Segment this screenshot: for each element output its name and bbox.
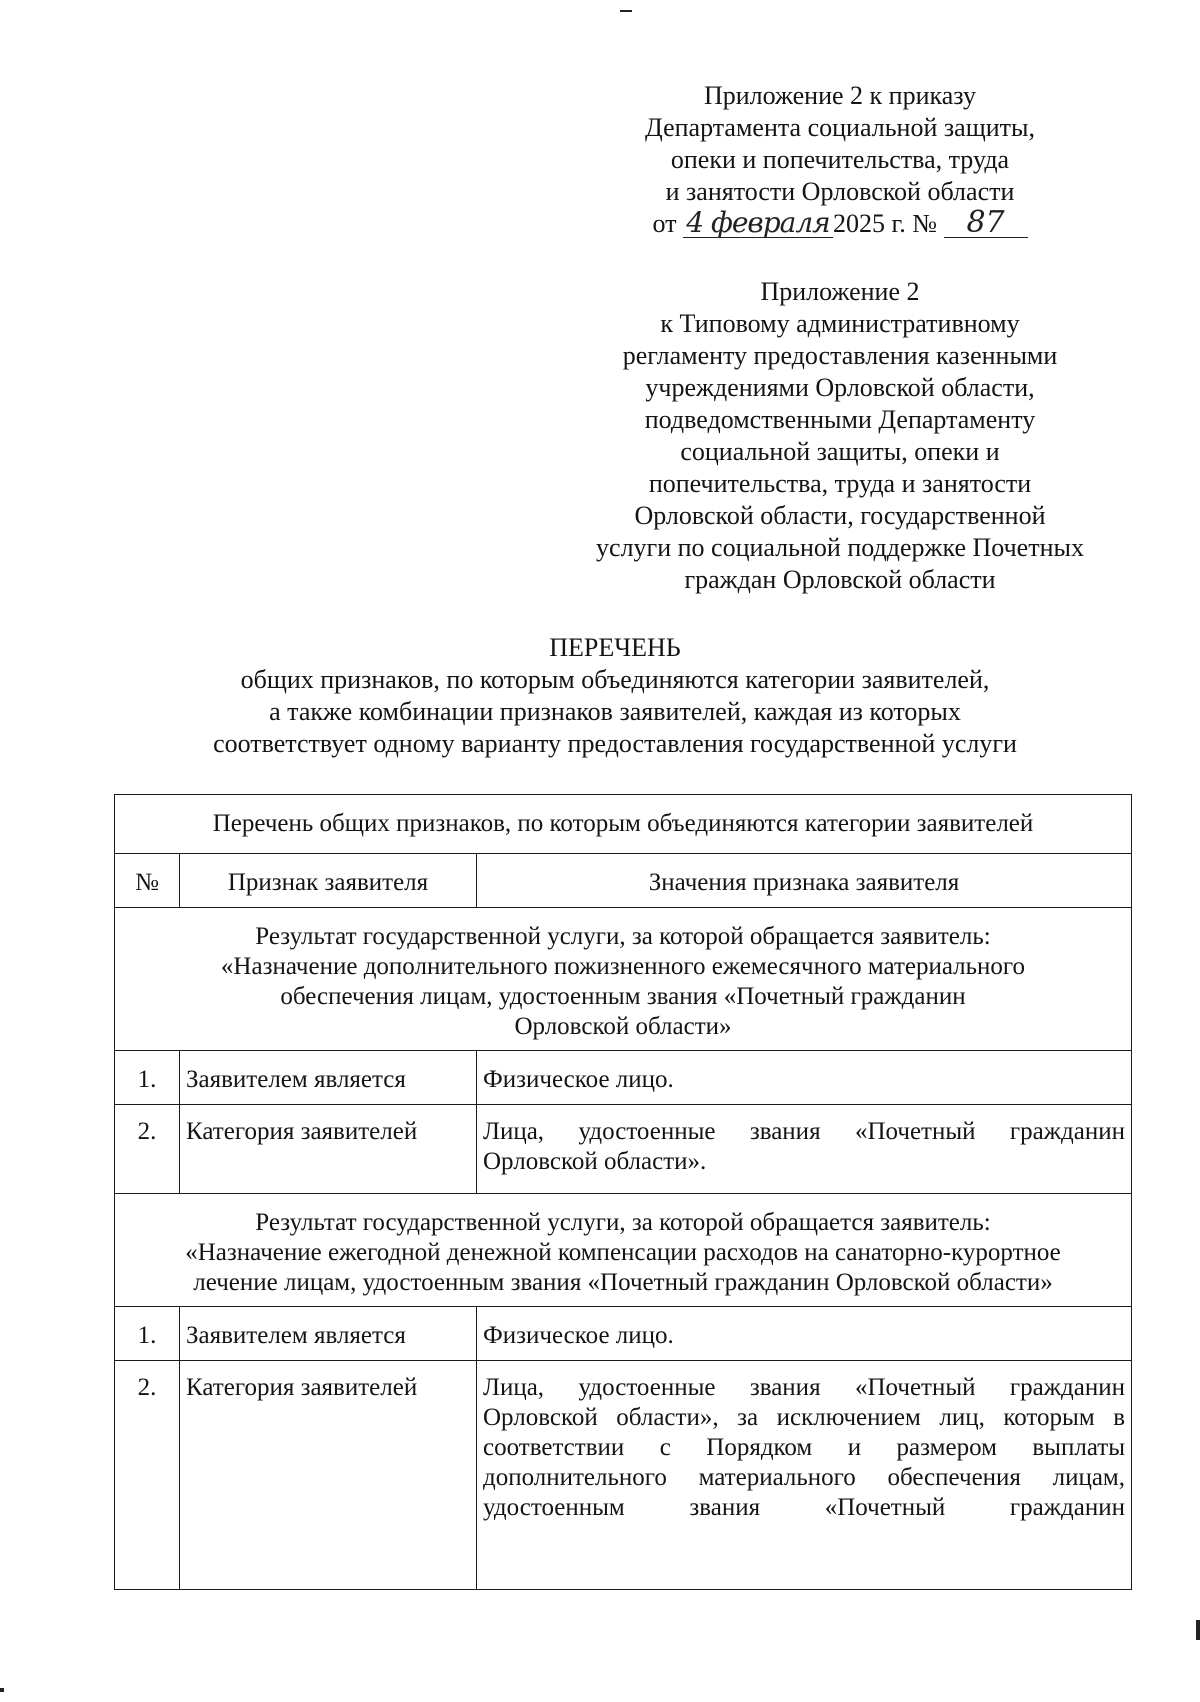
- header-values: Значения признака заявителя: [477, 854, 1132, 908]
- annex-line: граждан Орловской области: [684, 565, 996, 594]
- section-result: Результат государственной услуги, за которой обращается заявитель: «Назначение дополнительного пожизненного ежемесячного материального обеспечения лицам, удостоенным звания «Почетный гражданин Орловской области»: [115, 908, 1132, 1051]
- header-attribute: Признак заявителя: [180, 854, 477, 908]
- table-row: [115, 1361, 1132, 1590]
- header-number: №: [115, 854, 180, 908]
- scan-artifact: [1196, 1620, 1200, 1640]
- table-caption: Перечень общих признаков, по которым объединяются категории заявителей: [115, 795, 1132, 854]
- row-number: 2.: [115, 1361, 180, 1590]
- handwritten-date: 4 февраля: [683, 209, 833, 238]
- annex-line: регламенту предоставления казенными: [622, 341, 1058, 370]
- annex-reference: [560, 276, 1120, 596]
- row-attribute: Заявителем является: [180, 1307, 477, 1361]
- subtitle-line: соответствует одному варианту предоставления государственной услуги: [213, 729, 1017, 758]
- scan-artifact: [620, 10, 632, 12]
- annex-line: Орловской области, государственной: [634, 501, 1046, 530]
- title-heading: ПЕРЕЧЕНЬ: [549, 633, 681, 662]
- section-result-row: [115, 1194, 1132, 1307]
- attributes-table: [114, 794, 1132, 1590]
- row-attribute: Заявителем является: [180, 1051, 477, 1105]
- table-header-row: [115, 854, 1132, 908]
- subtitle-line: общих признаков, по которым объединяются категории заявителей,: [240, 665, 990, 694]
- annex-line: услуги по социальной поддержке Почетных: [596, 533, 1084, 562]
- order-line: Департамента социальной защиты,: [645, 113, 1035, 142]
- row-value: Лица, удостоенные звания «Почетный гражданин Орловской области», за исключением лиц, которым в соответствии с Порядком и размером выплаты дополнительного материального обеспечения лицам, удостоенным звания «Почетный гражданин: [477, 1361, 1132, 1590]
- order-line: Приложение 2 к приказу: [703, 81, 976, 110]
- annex-line: социальной защиты, опеки и: [680, 437, 1000, 466]
- table-row: [115, 1307, 1132, 1361]
- subtitle-line: а также комбинации признаков заявителей, каждая из которых: [269, 697, 961, 726]
- order-line: и занятости Орловской области: [665, 177, 1015, 206]
- annex-line: попечительства, труда и занятости: [648, 469, 1032, 498]
- row-number: 1.: [115, 1307, 180, 1361]
- scan-artifact: [0, 1688, 4, 1692]
- date-prefix: от: [652, 209, 677, 238]
- annex-line: подведомственными Департаменту: [644, 405, 1036, 434]
- annex-line: Приложение 2: [760, 277, 920, 306]
- row-attribute: Категория заявителей: [180, 1361, 477, 1590]
- table-row: [115, 1105, 1132, 1194]
- row-attribute: Категория заявителей: [180, 1105, 477, 1194]
- annex-line: учреждениями Орловской области,: [645, 373, 1035, 402]
- year-number-label: 2025 г. №: [832, 209, 938, 238]
- order-date-line: [560, 205, 1120, 240]
- row-value: Физическое лицо.: [477, 1307, 1132, 1361]
- row-value: Лица, удостоенные звания «Почетный гражданин Орловской области».: [477, 1105, 1132, 1194]
- row-number: 1.: [115, 1051, 180, 1105]
- annex-line: к Типовому административному: [660, 309, 1020, 338]
- document-title: [100, 632, 1130, 760]
- section-result-row: [115, 908, 1132, 1051]
- row-number: 2.: [115, 1105, 180, 1194]
- table-row: [115, 1051, 1132, 1105]
- order-reference: [560, 80, 1120, 240]
- section-result: Результат государственной услуги, за которой обращается заявитель: «Назначение ежегодной денежной компенсации расходов на санаторно-курортное лечение лицам, удостоенным звания «Почетный гражданин Орловской области»: [115, 1194, 1132, 1307]
- table-caption-row: [115, 795, 1132, 854]
- order-line: опеки и попечительства, труда: [670, 145, 1010, 174]
- handwritten-number: 87: [944, 209, 1028, 238]
- row-value: Физическое лицо.: [477, 1051, 1132, 1105]
